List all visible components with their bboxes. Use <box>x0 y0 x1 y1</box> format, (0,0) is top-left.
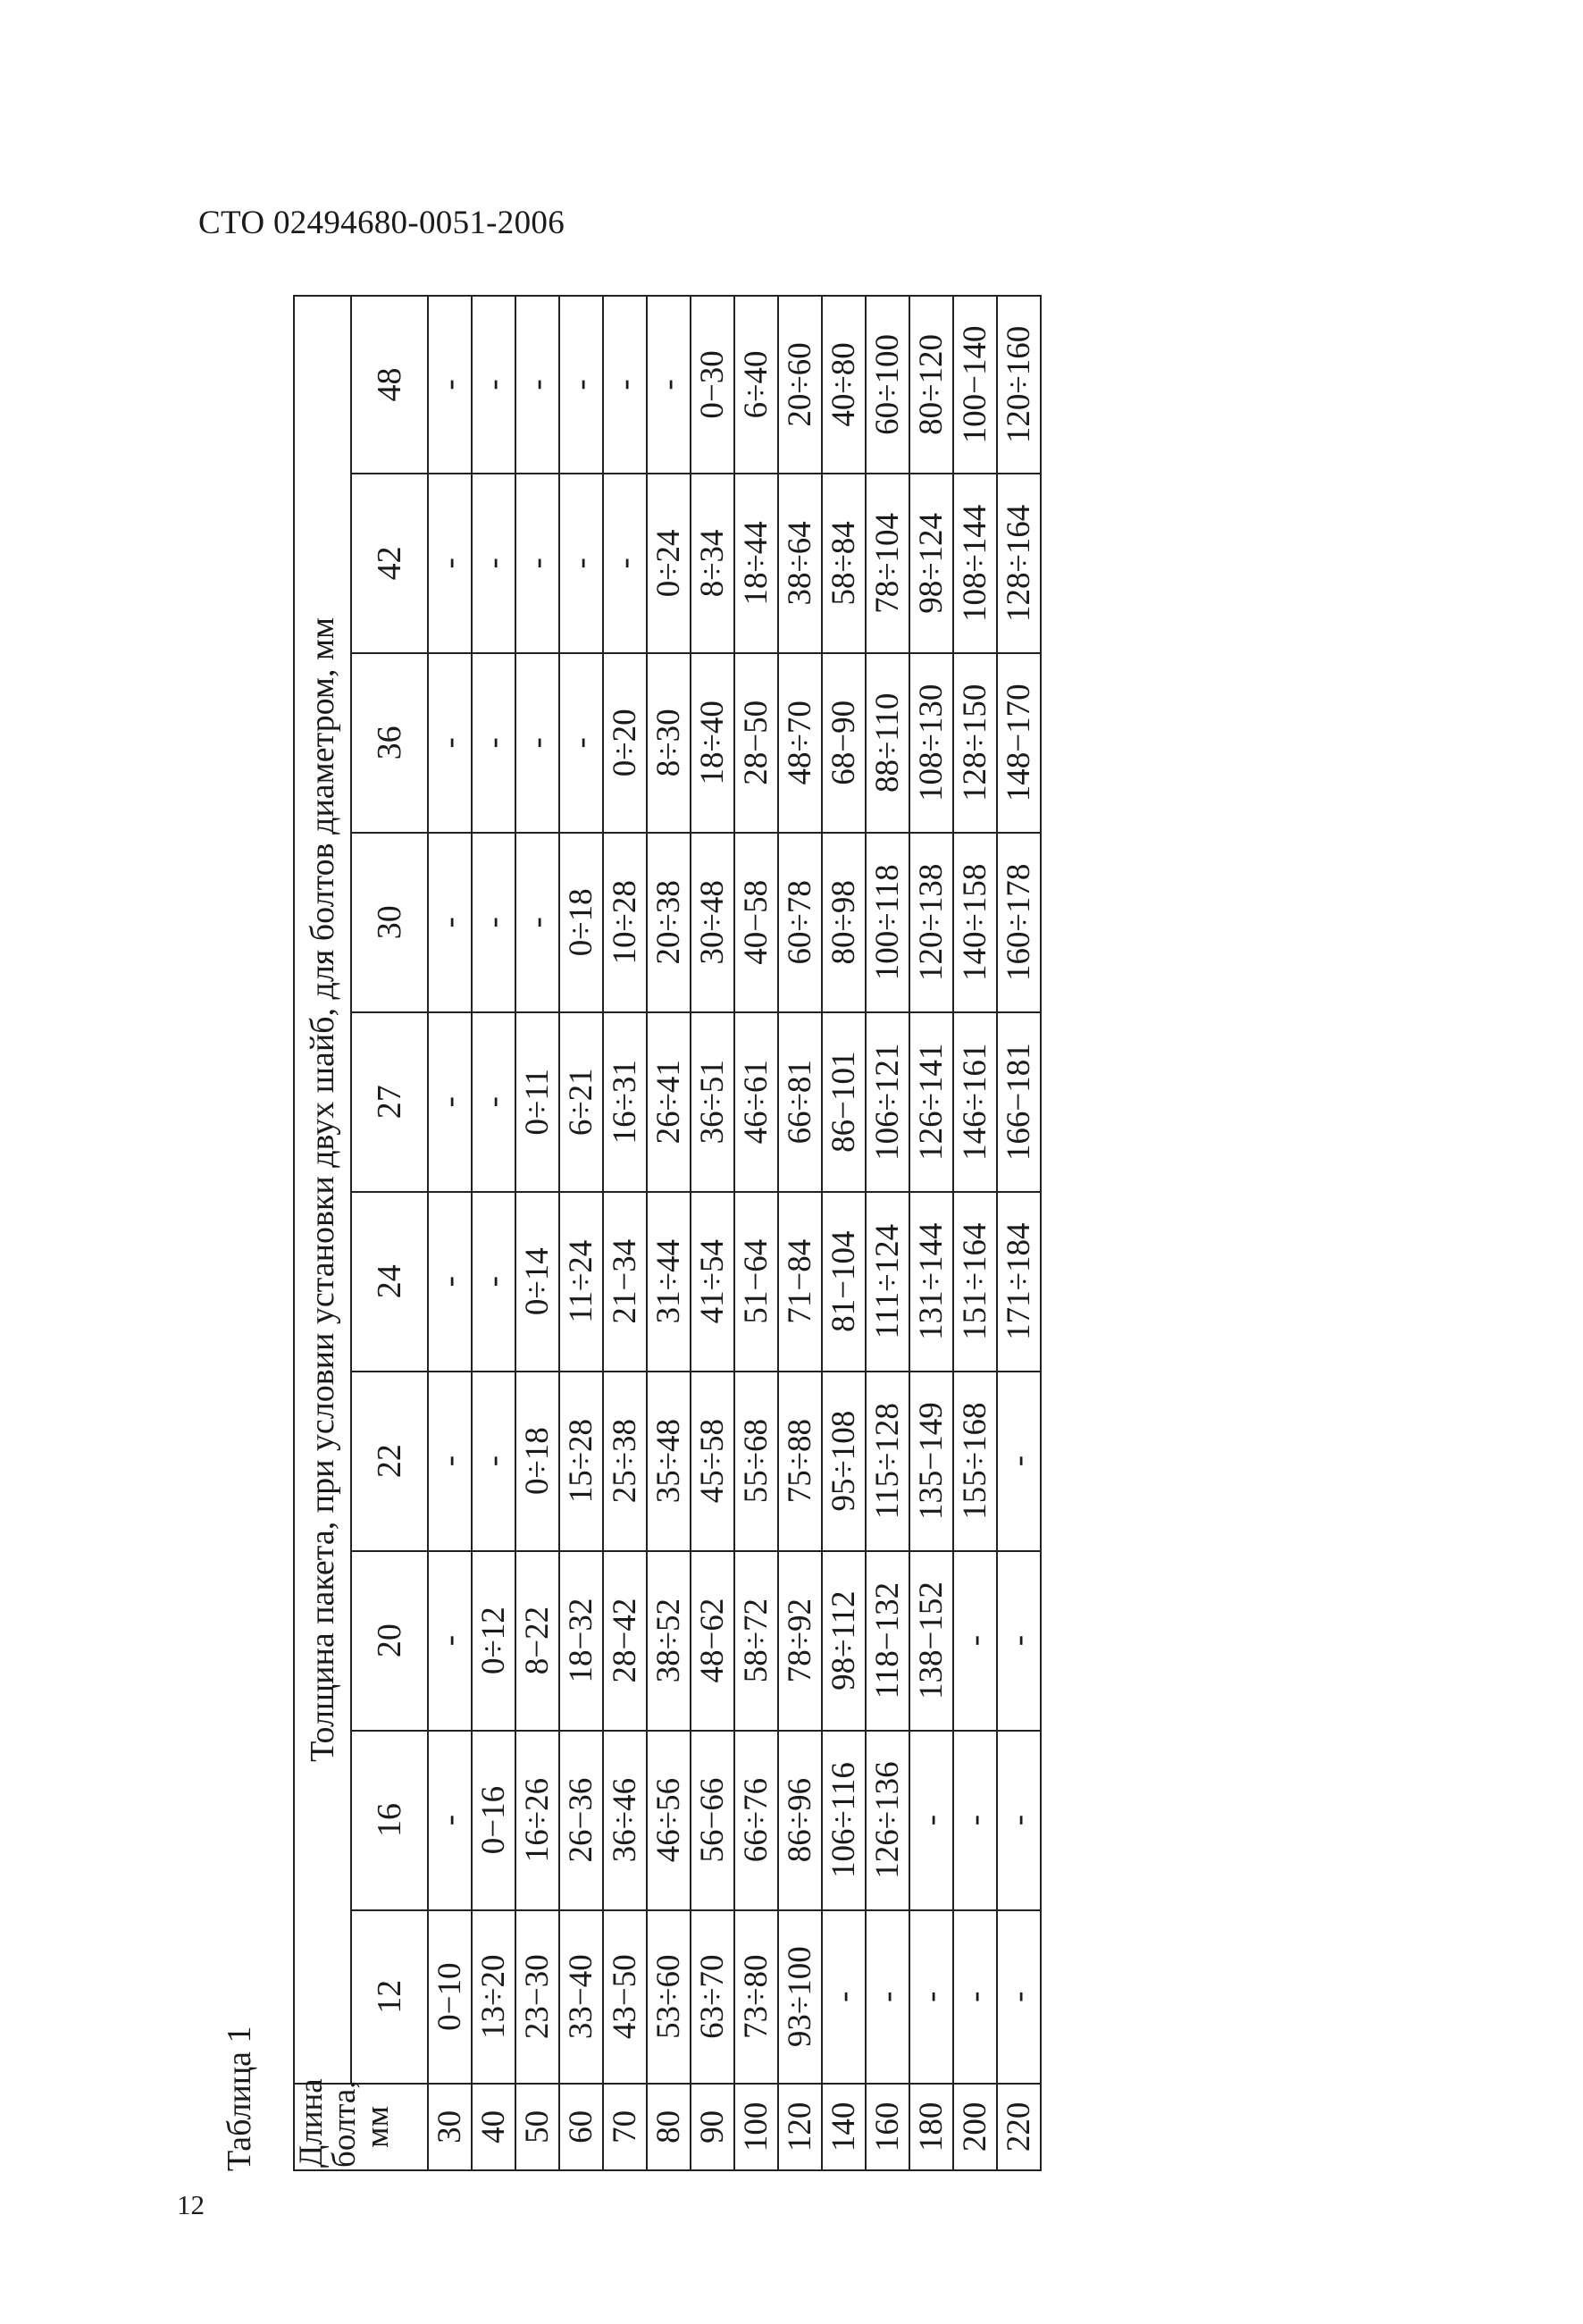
thickness-cell: 75÷88 <box>778 1372 822 1551</box>
thickness-cell: 171÷184 <box>997 1192 1041 1372</box>
thickness-cell: - <box>472 474 515 653</box>
table-row <box>866 296 909 2170</box>
thickness-cell: 46÷61 <box>734 1012 778 1192</box>
thickness-cell: 28−42 <box>603 1551 647 1731</box>
thickness-cell: - <box>559 296 603 474</box>
table-row <box>559 296 603 2170</box>
table-body <box>428 296 1041 2170</box>
thickness-cell: - <box>603 296 647 474</box>
thickness-cell: 138−152 <box>909 1551 953 1731</box>
thickness-cell: - <box>515 653 559 833</box>
table-row <box>691 296 734 2170</box>
thickness-cell: - <box>997 1372 1041 1551</box>
thickness-cell: 135−149 <box>909 1372 953 1551</box>
thickness-cell: 95÷108 <box>822 1372 866 1551</box>
thickness-cell: - <box>472 1012 515 1192</box>
thickness-cell: 53÷60 <box>647 1910 691 2084</box>
diameter-header-16: 16 <box>351 1731 428 1910</box>
thickness-cell: 28−50 <box>734 653 778 833</box>
thickness-cell: 31÷44 <box>647 1192 691 1372</box>
bolt-length-cell: 100 <box>734 2084 778 2170</box>
thickness-cell: 8−22 <box>515 1551 559 1731</box>
bolt-length-cell: 220 <box>997 2084 1041 2170</box>
thickness-cell: 60÷100 <box>866 296 909 474</box>
thickness-cell: 115÷128 <box>866 1372 909 1551</box>
thickness-cell: 10÷28 <box>603 833 647 1012</box>
thickness-cell: 8÷30 <box>647 653 691 833</box>
thickness-cell: 26−36 <box>559 1731 603 1910</box>
thickness-cell: - <box>428 474 472 653</box>
diameter-header-20: 20 <box>351 1551 428 1731</box>
diameter-header-42: 42 <box>351 474 428 653</box>
thickness-cell: - <box>428 1192 472 1372</box>
thickness-cell: 126÷141 <box>909 1012 953 1192</box>
thickness-cell: 108÷144 <box>953 474 997 653</box>
thickness-cell: 66÷81 <box>778 1012 822 1192</box>
thickness-cell: 151÷164 <box>953 1192 997 1372</box>
thickness-cell: 106÷121 <box>866 1012 909 1192</box>
table-row <box>428 296 472 2170</box>
bolt-length-cell: 140 <box>822 2084 866 2170</box>
thickness-cell: 140÷158 <box>953 833 997 1012</box>
thickness-cell: 40÷80 <box>822 296 866 474</box>
thickness-cell: 0÷18 <box>559 833 603 1012</box>
thickness-cell: 23−30 <box>515 1910 559 2084</box>
thickness-cell: 100−140 <box>953 296 997 474</box>
table-row <box>734 296 778 2170</box>
thickness-cell: - <box>559 653 603 833</box>
bolt-length-cell: 180 <box>909 2084 953 2170</box>
thickness-cell: 106÷116 <box>822 1731 866 1910</box>
table-row <box>953 296 997 2170</box>
diameter-header-12: 12 <box>351 1910 428 2084</box>
thickness-cell: - <box>909 1910 953 2084</box>
thickness-cell: 38÷52 <box>647 1551 691 1731</box>
thickness-cell: - <box>472 1372 515 1551</box>
thickness-cell: - <box>428 296 472 474</box>
thickness-cell: 55÷68 <box>734 1372 778 1551</box>
thickness-cell: - <box>866 1910 909 2084</box>
thickness-cell: 18÷40 <box>691 653 734 833</box>
thickness-cell: 18÷44 <box>734 474 778 653</box>
thickness-cell: 146÷161 <box>953 1012 997 1192</box>
thickness-cell: 98÷124 <box>909 474 953 653</box>
thickness-cell: 0÷24 <box>647 474 691 653</box>
table-row <box>515 296 559 2170</box>
thickness-cell: 60÷78 <box>778 833 822 1012</box>
thickness-cell: - <box>515 474 559 653</box>
thickness-cell: 58÷84 <box>822 474 866 653</box>
thickness-cell: 30÷48 <box>691 833 734 1012</box>
table-row <box>909 296 953 2170</box>
thickness-cell: 126÷136 <box>866 1731 909 1910</box>
thickness-cell: 131÷144 <box>909 1192 953 1372</box>
thickness-cell: 108÷130 <box>909 653 953 833</box>
thickness-cell: 128÷164 <box>997 474 1041 653</box>
bolt-thickness-table <box>293 295 1042 2171</box>
thickness-cell: 15÷28 <box>559 1372 603 1551</box>
thickness-cell: 86÷96 <box>778 1731 822 1910</box>
thickness-cell: 120÷138 <box>909 833 953 1012</box>
thickness-cell: 18−32 <box>559 1551 603 1731</box>
thickness-cell: 45÷58 <box>691 1372 734 1551</box>
thickness-cell: 0−16 <box>472 1731 515 1910</box>
thickness-cell: 100÷118 <box>866 833 909 1012</box>
thickness-cell: 36÷51 <box>691 1012 734 1192</box>
table-row <box>822 296 866 2170</box>
thickness-cell: 8÷34 <box>691 474 734 653</box>
diameter-header-22: 22 <box>351 1372 428 1551</box>
thickness-cell: 148−170 <box>997 653 1041 833</box>
thickness-cell: 35÷48 <box>647 1372 691 1551</box>
thickness-cell: - <box>603 474 647 653</box>
bolt-length-cell: 30 <box>428 2084 472 2170</box>
thickness-cell: - <box>472 833 515 1012</box>
thickness-cell: - <box>428 1731 472 1910</box>
thickness-cell: 0−30 <box>691 296 734 474</box>
thickness-cell: 11÷24 <box>559 1192 603 1372</box>
thickness-cell: - <box>428 833 472 1012</box>
bolt-length-cell: 40 <box>472 2084 515 2170</box>
thickness-cell: 160÷178 <box>997 833 1041 1012</box>
thickness-cell: 155÷168 <box>953 1372 997 1551</box>
thickness-cell: 0−10 <box>428 1910 472 2084</box>
thickness-cell: - <box>428 1551 472 1731</box>
thickness-cell: - <box>428 653 472 833</box>
thickness-cell: 66÷76 <box>734 1731 778 1910</box>
thickness-cell: 38÷64 <box>778 474 822 653</box>
thickness-cell: 26÷41 <box>647 1012 691 1192</box>
thickness-cell: 73÷80 <box>734 1910 778 2084</box>
thickness-cell: 16÷31 <box>603 1012 647 1192</box>
thickness-cell: - <box>997 1551 1041 1731</box>
thickness-cell: 63÷70 <box>691 1910 734 2084</box>
thickness-cell: - <box>472 653 515 833</box>
thickness-cell: 58÷72 <box>734 1551 778 1731</box>
table-row <box>997 296 1041 2170</box>
table-row <box>778 296 822 2170</box>
thickness-cell: 88÷110 <box>866 653 909 833</box>
bolt-length-header: Длина болта, мм <box>294 2084 428 2170</box>
thickness-cell: - <box>647 296 691 474</box>
thickness-cell: - <box>953 1551 997 1731</box>
thickness-cell: 13÷20 <box>472 1910 515 2084</box>
thickness-cell: 40−58 <box>734 833 778 1012</box>
diameter-header-30: 30 <box>351 833 428 1012</box>
thickness-cell: - <box>822 1910 866 2084</box>
thickness-cell: 6÷21 <box>559 1012 603 1192</box>
bolt-length-cell: 60 <box>559 2084 603 2170</box>
thickness-cell: 78÷92 <box>778 1551 822 1731</box>
thickness-cell: 78÷104 <box>866 474 909 653</box>
thickness-cell: 0÷12 <box>472 1551 515 1731</box>
thickness-cell: - <box>428 1012 472 1192</box>
thickness-cell: 86−101 <box>822 1012 866 1192</box>
thickness-cell: 33−40 <box>559 1910 603 2084</box>
thickness-cell: 43−50 <box>603 1910 647 2084</box>
thickness-cell: 6÷40 <box>734 296 778 474</box>
thickness-cell: - <box>472 296 515 474</box>
thickness-cell: 166−181 <box>997 1012 1041 1192</box>
bolt-length-cell: 80 <box>647 2084 691 2170</box>
thickness-cell: - <box>997 1910 1041 2084</box>
diameter-header-36: 36 <box>351 653 428 833</box>
table-caption: Таблица 1 <box>221 2026 258 2171</box>
thickness-cell: 80÷98 <box>822 833 866 1012</box>
thickness-cell: 0÷20 <box>603 653 647 833</box>
thickness-cell: 118−132 <box>866 1551 909 1731</box>
thickness-cell: 71−84 <box>778 1192 822 1372</box>
thickness-cell: 46÷56 <box>647 1731 691 1910</box>
rotated-table-block <box>221 295 1037 2171</box>
bolt-length-cell: 200 <box>953 2084 997 2170</box>
thickness-cell: 111÷124 <box>866 1192 909 1372</box>
bolt-length-cell: 120 <box>778 2084 822 2170</box>
thickness-cell: 20÷60 <box>778 296 822 474</box>
thickness-cell: 48−62 <box>691 1551 734 1731</box>
bolt-length-cell: 160 <box>866 2084 909 2170</box>
thickness-cell: 20÷38 <box>647 833 691 1012</box>
bolt-length-cell: 90 <box>691 2084 734 2170</box>
table-row <box>603 296 647 2170</box>
thickness-cell: - <box>472 1192 515 1372</box>
thickness-cell: 56−66 <box>691 1731 734 1910</box>
diameter-header-48: 48 <box>351 296 428 474</box>
thickness-cell: 120÷160 <box>997 296 1041 474</box>
thickness-cell: 0÷18 <box>515 1372 559 1551</box>
diameter-header-27: 27 <box>351 1012 428 1192</box>
diameter-header-24: 24 <box>351 1192 428 1372</box>
thickness-cell: 16÷26 <box>515 1731 559 1910</box>
thickness-cell: 36÷46 <box>603 1731 647 1910</box>
thickness-cell: - <box>909 1731 953 1910</box>
thickness-cell: 48÷70 <box>778 653 822 833</box>
thickness-cell: 98÷112 <box>822 1551 866 1731</box>
document-code: СТО 02494680-0051-2006 <box>198 205 565 241</box>
thickness-cell: 25÷38 <box>603 1372 647 1551</box>
thickness-cell: 0÷14 <box>515 1192 559 1372</box>
thickness-cell: - <box>515 296 559 474</box>
thickness-cell: - <box>559 474 603 653</box>
thickness-cell: - <box>997 1731 1041 1910</box>
thickness-cell: 51−64 <box>734 1192 778 1372</box>
thickness-cell: 0÷11 <box>515 1012 559 1192</box>
thickness-cell: - <box>953 1731 997 1910</box>
thickness-cell: - <box>953 1910 997 2084</box>
thickness-cell: - <box>515 833 559 1012</box>
thickness-cell: 81−104 <box>822 1192 866 1372</box>
bolt-length-cell: 50 <box>515 2084 559 2170</box>
table-row <box>647 296 691 2170</box>
thickness-group-header: Толщина пакета, при условии установки двух шайб, для болтов диаметром, мм <box>294 296 351 2084</box>
page-number: 12 <box>177 2189 205 2220</box>
thickness-cell: 93÷100 <box>778 1910 822 2084</box>
bolt-length-cell: 70 <box>603 2084 647 2170</box>
thickness-cell: 41÷54 <box>691 1192 734 1372</box>
thickness-cell: 21−34 <box>603 1192 647 1372</box>
thickness-cell: 128÷150 <box>953 653 997 833</box>
table-row <box>472 296 515 2170</box>
diameter-header-row <box>351 296 428 2170</box>
thickness-cell: - <box>428 1372 472 1551</box>
thickness-cell: 80÷120 <box>909 296 953 474</box>
thickness-cell: 68−90 <box>822 653 866 833</box>
